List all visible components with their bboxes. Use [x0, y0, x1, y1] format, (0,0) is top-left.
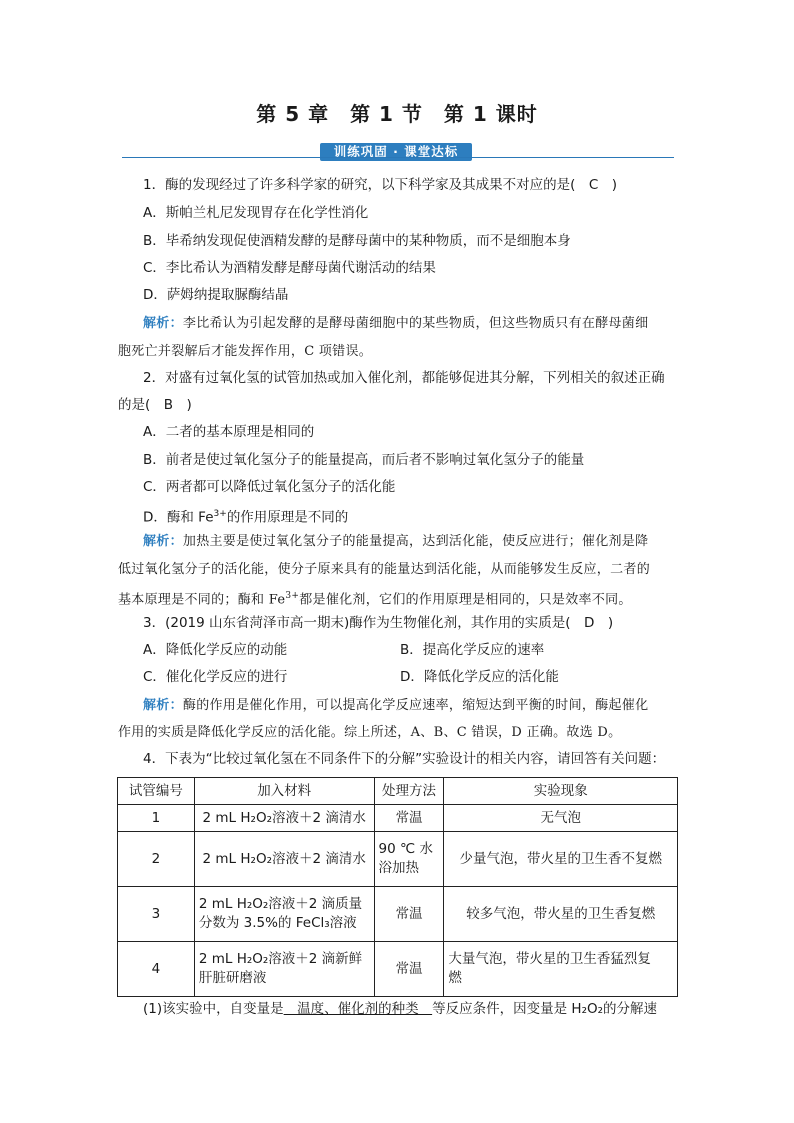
- q3-option-c: C．催化化学反应的进行: [143, 669, 288, 685]
- q1-option-a: A．斯帕兰札尼发现胃存在化学性消化: [143, 205, 369, 221]
- table-header: 试管编号: [118, 778, 195, 805]
- table-row: 3 2 mL H₂O₂溶液＋2 滴质量 分数为 3.5%的 FeCl₃溶液 常温 较多气泡，带火星的卫生香复燃: [118, 887, 678, 942]
- q2-analysis: 解析：加热主要是使过氧化氢分子的能量提高，达到活化能，使反应进行；催化剂是降: [143, 534, 649, 549]
- section-badge: 训练巩固 · 课堂达标: [320, 143, 472, 161]
- q1-analysis: 解析：李比希认为引起发酵的是酵母菌细胞中的某些物质，但这些物质只有在酵母菌细: [143, 316, 649, 331]
- table-row: 4 2 mL H₂O₂溶液＋2 滴新鲜 肝脏研磨液 常温 大量气泡，带火星的卫生香猛烈复 燃: [118, 942, 678, 997]
- table-header: 加入材料: [194, 778, 374, 805]
- q2-analysis-cont2: 基本原理是不同的；酶和 $Fe^{3+}$都是催化剂，它们的作用原理是相同的，只是效率不同。: [118, 591, 632, 608]
- q4-sub1: (1)该实验中，自变量是 温度、催化剂的种类 等反应条件，因变量是 H₂O₂的分解速: [143, 1001, 658, 1017]
- table-row: 2 2 mL H₂O₂溶液＋2 滴清水 90 ℃ 水 浴加热 少量气泡，带火星的卫生香不复燃: [118, 832, 678, 887]
- q2-option-a: A．二者的基本原理是相同的: [143, 424, 315, 440]
- q3-option-a: A．降低化学反应的动能: [143, 642, 288, 658]
- table-row: 1 2 mL H₂O₂溶液＋2 滴清水 常温 无气泡: [118, 805, 678, 832]
- q2-option-b: B．前者是使过氧化氢分子的能量提高，而后者不影响过氧化氢分子的能量: [143, 452, 585, 468]
- q1-analysis-cont: 胞死亡并裂解后才能发挥作用，C 项错误。: [118, 344, 373, 359]
- q3-analysis: 解析：酶的作用是催化作用，可以提高化学反应速率，缩短达到平衡的时间，酶起催化: [143, 698, 649, 713]
- q2-option-c: C．两者都可以降低过氧化氢分子的活化能: [143, 479, 396, 495]
- q3-option-b: B．提高化学反应的速率: [400, 642, 545, 658]
- table-header: 处理方法: [374, 778, 444, 805]
- title-divider: [122, 157, 674, 158]
- q1-stem: 1．酶的发现经过了许多科学家的研究，以下科学家及其成果不对应的是( C ): [143, 177, 618, 193]
- q1-option-b: B．毕希纳发现促使酒精发酵的是酵母菌中的某种物质，而不是细胞本身: [143, 233, 571, 249]
- q2-analysis-cont: 低过氧化氢分子的活化能，使分子原来具有的能量达到活化能，从而能够发生反应，二者的: [118, 562, 651, 577]
- q3-analysis-cont: 作用的实质是降低化学反应的活化能。综上所述，A、B、C 错误，D 正确。故选 D。: [118, 725, 622, 740]
- q2-stem-cont: 的是( B ): [118, 397, 192, 413]
- q2-stem: 2．对盛有过氧化氢的试管加热或加入催化剂，都能够促进其分解，下列相关的叙述正确: [143, 370, 665, 386]
- q3-stem: 3．(2019 山东省菏泽市高一期末)酶作为生物催化剂，其作用的实质是( D ): [143, 615, 614, 631]
- table-header: 实验现象: [444, 778, 678, 805]
- q1-option-d: D．萨姆纳提取脲酶结晶: [143, 287, 289, 303]
- q4-stem: 4．下表为“比较过氧化氢在不同条件下的分解”实验设计的相关内容，请回答有关问题：: [143, 751, 666, 767]
- q1-option-c: C．李比希认为酒精发酵是酵母菌代谢活动的结果: [143, 260, 436, 276]
- experiment-table: [117, 777, 678, 997]
- page-title: 第 5 章 第 1 节 第 1 课时: [256, 102, 538, 126]
- q2-option-d: D．酶和 $Fe^{3+}$的作用原理是不同的: [143, 509, 349, 526]
- analysis-label: 解析：: [143, 534, 183, 549]
- fill-in-answer: 温度、催化剂的种类: [283, 1001, 433, 1017]
- analysis-label: 解析：: [143, 316, 183, 331]
- analysis-label: 解析：: [143, 698, 183, 713]
- q3-option-d: D．降低化学反应的活化能: [400, 669, 559, 685]
